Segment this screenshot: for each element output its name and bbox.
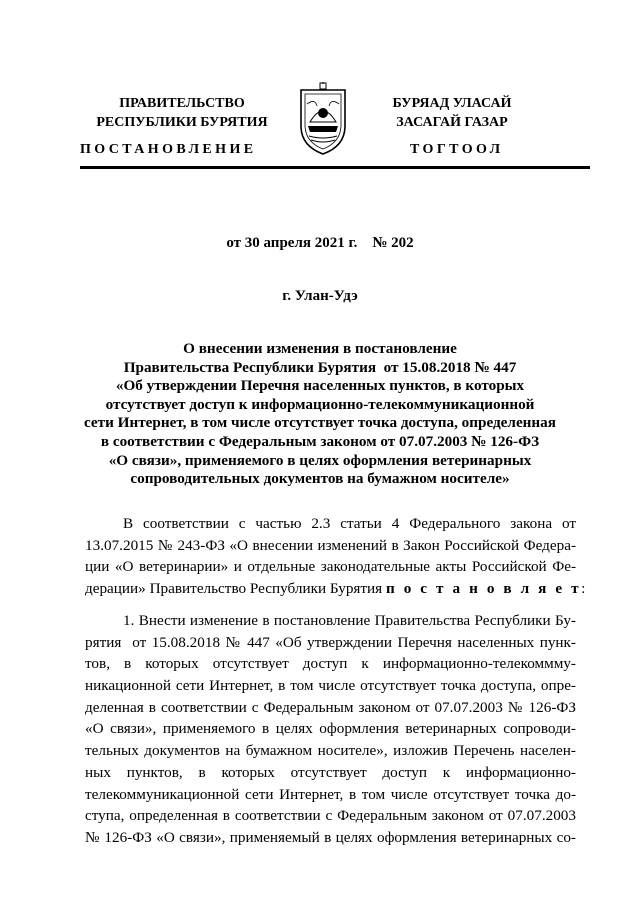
left-doc-type: ПОСТАНОВЛЕНИЕ — [80, 142, 257, 157]
title-line: Правительства Республики Бурятия от 15.08.2018 № 447 — [123, 358, 517, 376]
coat-of-arms-icon — [295, 82, 351, 158]
preamble-paragraph — [85, 513, 586, 600]
paragraph-line: ции «О ветеринарии» и отдельные законодательные акты Российской Фе- — [85, 558, 576, 576]
title-line: сети Интернет, в том числе отсутствует точка доступа, определенная — [83, 414, 556, 432]
left-org-line-2: РЕСПУБЛИКИ БУРЯТИЯ — [96, 115, 268, 130]
left-org-name — [92, 94, 272, 132]
preamble-colon: : — [581, 580, 586, 598]
document-title — [60, 340, 580, 489]
paragraph-line: «О связи», применяемого в целях оформления ветеринарных сопроводи- — [85, 720, 576, 738]
paragraph-line: ных пунктов, в которых отсутствует доступ к информационно- — [85, 763, 576, 781]
paragraph-line: рятия от 15.08.2018 № 447 «Об утверждении Перечня населенных пунк- — [85, 633, 576, 651]
right-org-line-2: ЗАСАГАЙ ГАЗАР — [396, 115, 508, 130]
resolves-keyword: п о с т а н о в л я е т — [385, 580, 582, 598]
paragraph-line: В соответствии с частью 2.3 статьи 4 Федерального закона от — [123, 515, 576, 532]
paragraph-line: телекоммуникационной сети Интернет, в том числе отсутствует точка до- — [85, 785, 576, 803]
paragraph-line: никационной сети Интернет, в том числе отсутствует точка доступа, опре- — [85, 677, 576, 695]
paragraph-line: 1. Внести изменение в постановление Правительства Республики Бу- — [123, 612, 576, 629]
right-org-line-1: БУРЯАД УЛАСАЙ — [392, 96, 512, 111]
paragraph-line: тов, в которых отсутствует доступ к информационно-телекоммму- — [85, 655, 576, 673]
title-line: сопроводительных документов на бумажном носителе» — [130, 470, 510, 488]
paragraph-line: тельных документов на бумажном носителе», изложив Перечень населен- — [85, 742, 576, 760]
right-doc-type: ТОГТООЛ — [410, 142, 504, 157]
title-line: О внесении изменения в постановление — [183, 340, 457, 357]
preamble-line-text: дерации» Правительство Республики Бурятия — [85, 580, 383, 598]
title-line: «Об утверждении Перечня населенных пунктов, в которых — [115, 377, 525, 395]
title-line: в соответствии с Федеральным законом от 07.07.2003 № 126-ФЗ — [100, 432, 540, 450]
left-org-line-1: ПРАВИТЕЛЬСТВО — [119, 96, 245, 111]
paragraph-line: деленная в соответствии с Федеральным законом от 07.07.2003 № 126-ФЗ — [85, 698, 576, 716]
city: г. Улан-Удэ — [282, 288, 358, 304]
paragraph-line — [85, 578, 586, 600]
item-1-paragraph — [85, 610, 576, 849]
paragraph-line: 13.07.2015 № 243-ФЗ «О внесении изменений в Закон Российской Федера- — [85, 536, 576, 554]
title-line: отсутствует доступ к информационно-телекоммуникационной — [105, 395, 535, 413]
paragraph-line: ступа, определенная в соответствии с Федеральным законом от 07.07.2003 — [85, 807, 576, 825]
coat-of-arms-emblem — [295, 82, 351, 158]
paragraph-line: № 126-ФЗ «О связи», применяемый в целях оформления ветеринарных со- — [85, 828, 576, 846]
date-number: от 30 апреля 2021 г. № 202 — [226, 235, 414, 251]
right-org-name — [362, 94, 542, 132]
title-line: «О связи», применяемого в целях оформления ветеринарных — [108, 451, 532, 469]
header-divider — [80, 166, 590, 169]
